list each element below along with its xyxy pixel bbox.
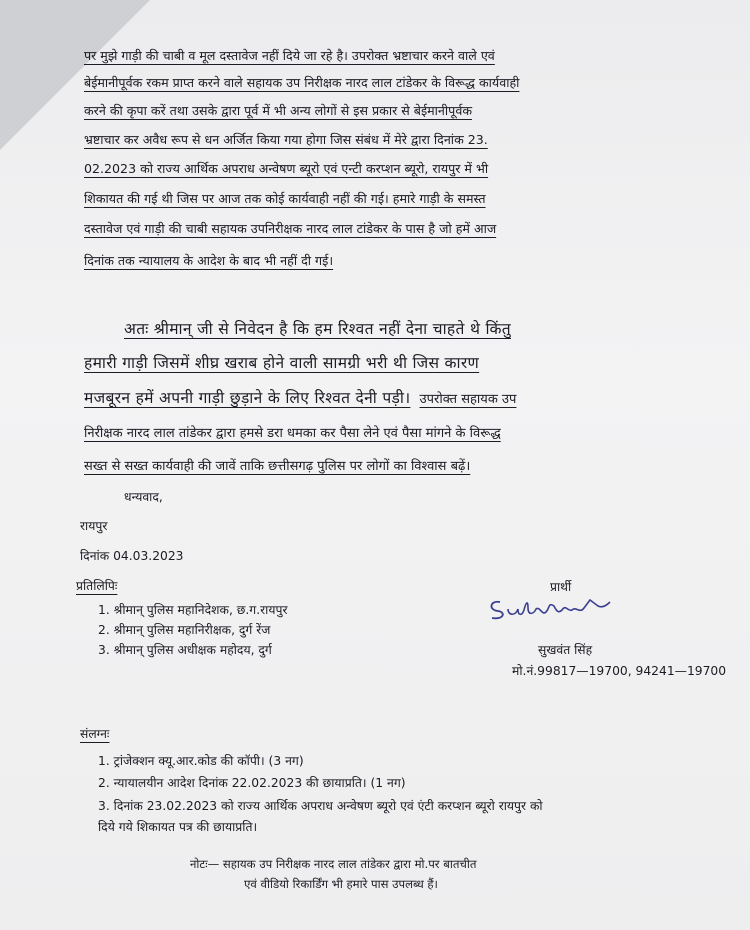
applicant-name: सुखवंत सिंह: [538, 643, 593, 657]
attachment-item: 3. दिनांक 23.02.2023 को राज्य आर्थिक अपराध अन्वेषण ब्यूरो एवं एंटी करप्शन ब्यूरो रायपुर को: [98, 799, 543, 813]
paragraph-1-line: पर मुझे गाड़ी की चाबी व मूल दस्तावेज नहीं दिये जा रहे है। उपरोक्त भ्रष्टाचार करने वाले एवं: [84, 48, 495, 63]
paragraph-1-line: करने की कृपा करें तथा उसके द्वारा पूर्व में भी अन्य लोगों से इस प्रकार से बेईमानीपूर्वक: [84, 103, 473, 118]
applicant-label: प्रार्थी: [550, 580, 572, 594]
paragraph-2-line: अतः श्रीमान् जी से निवेदन है कि हम रिश्वत नहीं देना चाहते थे किंतु: [124, 320, 511, 338]
signature: [486, 592, 614, 626]
attachments-heading: संलग्नः: [80, 727, 110, 741]
copy-item: 1. श्रीमान् पुलिस महानिदेशक, छ.ग.रायपुर: [98, 603, 288, 617]
closing: धन्यवाद,: [124, 490, 163, 504]
note-line: नोटः— सहायक उप निरीक्षक नारद लाल तांडेकर द्वारा मो.पर बातचीत: [190, 857, 477, 871]
place: रायपुर: [80, 519, 108, 533]
paragraph-2-segment: उपरोक्त सहायक उप: [419, 392, 517, 407]
paragraph-1-line: शिकायत की गई थी जिस पर आज तक कोई कार्यवाही नहीं की गई। हमारे गाड़ी के समस्त: [84, 191, 486, 206]
paragraph-2-line: निरीक्षक नारद लाल तांडेकर द्वारा हमसे डरा धमका कर पैसा लेने एवं पैसा मांगने के विरूद्ध: [84, 426, 501, 441]
mobile-number: मो.नं.99817—19700, 94241—19700: [512, 664, 727, 678]
paragraph-2-segment: मजबूरन हमें अपनी गाड़ी छुड़ाने के लिए रिश्वत देनी पड़ी।: [84, 389, 411, 407]
attachment-item: 1. ट्रांजेक्शन क्यू.आर.कोड की कॉपी। (3 नग): [98, 754, 304, 768]
attachment-item: 2. न्यायालयीन आदेश दिनांक 22.02.2023 की छायाप्रति। (1 नग): [98, 776, 406, 790]
paragraph-1-line: भ्रष्टाचार कर अवैध रूप से धन अर्जित किया गया होगा जिस संबंध में मेरे द्वारा दिनांक 23.: [84, 132, 488, 147]
copy-heading: प्रतिलिपिः: [76, 579, 118, 593]
paragraph-1-line: दस्तावेज एवं गाड़ी की चाबी सहायक उपनिरीक्षक नारद लाल टांडेकर के पास है जो हमें आज: [84, 221, 497, 236]
paragraph-2-line: हमारी गाड़ी जिसमें शीघ्र खराब होने वाली सामग्री भरी थी जिस कारण: [84, 354, 480, 372]
note-line: एवं वीडियो रिकार्डिंग भी हमारे पास उपलब्ध हैं।: [244, 877, 438, 891]
paragraph-2-line: सख्त से सख्त कार्यवाही की जावें ताकि छत्तीसगढ़ पुलिस पर लोगों का विश्वास बढ़ें।: [84, 459, 471, 474]
paragraph-1-line: दिनांक तक न्यायालय के आदेश के बाद भी नहीं दी गई।: [84, 253, 334, 268]
copy-item: 2. श्रीमान् पुलिस महानिरीक्षक, दुर्ग रेंज: [98, 623, 271, 637]
date-line: दिनांक 04.03.2023: [80, 549, 184, 563]
copy-item: 3. श्रीमान् पुलिस अधीक्षक महोदय, दुर्ग: [98, 643, 272, 657]
attachment-item: दिये गये शिकायत पत्र की छायाप्रति।: [98, 820, 258, 834]
paragraph-1-line: बेईमानीपूर्वक रकम प्राप्त करने वाले सहायक उप निरीक्षक नारद लाल टांडेकर के विरूद्ध कार्यवाही: [84, 75, 520, 90]
paragraph-1-line: 02.2023 को राज्य आर्थिक अपराध अन्वेषण ब्यूरो एवं एन्टी करप्शन ब्यूरो, रायपुर में भी: [84, 161, 489, 176]
paragraph-2-line: [84, 386, 516, 408]
